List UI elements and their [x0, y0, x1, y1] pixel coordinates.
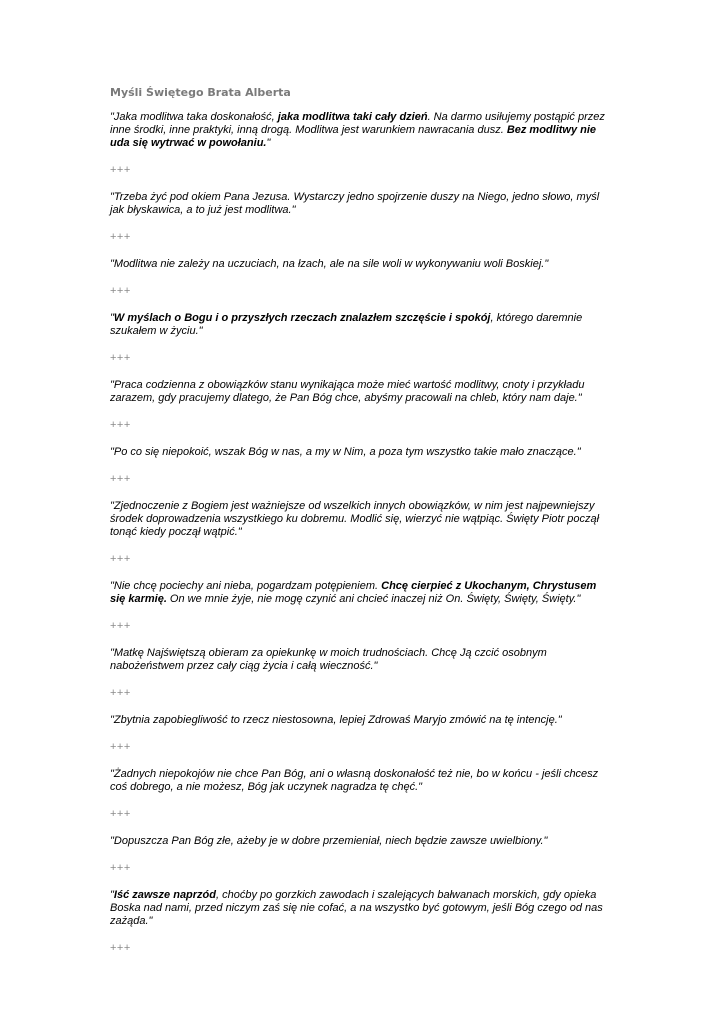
quote-text: "Żadnych niepokojów nie chce Pan Bóg, ani o własną doskonałość też nie, bo w końcu - jeśli chcesz coś dobrego, a nie możesz, Bóg jak uczynek nagradza tę chęć." [110, 768, 599, 793]
quote-paragraph [110, 379, 610, 405]
quote-paragraph [110, 714, 610, 727]
quote-paragraph [110, 647, 610, 673]
separator: +++ [110, 687, 131, 699]
quote-paragraph [110, 768, 610, 794]
document-page [110, 86, 610, 969]
quote-bold-text: Bez modlitwy nie uda się wytrwać w powołaniu. [110, 124, 597, 149]
quote-text: "Dopuszcza Pan Bóg złe, ażeby je w dobre przemieniał, niech będzie zawsze uwielbiony." [110, 835, 548, 847]
quote-paragraph [110, 258, 610, 271]
quote-paragraph [110, 312, 610, 338]
quote-text: On we mnie żyje, nie mogę czynić ani chcieć inaczej niż On. Święty, Święty, Święty." [166, 593, 581, 605]
quote-text: "Modlitwa nie zależy na uczuciach, na łzach, ale na sile woli w wykonywaniu woli Boskiej." [110, 258, 549, 270]
quote-paragraph [110, 580, 610, 606]
quote-paragraph [110, 446, 610, 459]
separator: +++ [110, 741, 131, 753]
quote-text: "Zbytnia zapobiegliwość to rzecz niestosowna, lepiej Zdrowaś Maryjo zmówić na tę intencję." [110, 714, 562, 726]
quote-text: "Praca codzienna z obowiązków stanu wynikająca może mieć wartość modlitwy, cnoty i przykładu zarazem, gdy pracujemy dlatego, że Pan Bóg chce, abyśmy pracowali na chleb, który nam daje." [110, 379, 585, 404]
quote-bold-text: Iść zawsze naprzód [113, 889, 216, 901]
quote-text: " [110, 312, 114, 324]
quote-bold-text: jaka modlitwa taki cały dzień [277, 111, 428, 123]
quote-text: " [266, 137, 271, 149]
quote-text: "Po co się niepokoić, wszak Bóg w nas, a my w Nim, a poza tym wszystko takie mało znaczące." [110, 446, 581, 458]
separator: +++ [110, 553, 131, 565]
separator: +++ [110, 620, 131, 632]
quote-paragraph [110, 835, 610, 848]
quote-paragraph [110, 111, 610, 150]
separator: +++ [110, 862, 131, 874]
quote-paragraph [110, 191, 610, 217]
quote-bold-text: Chcę cierpieć z Ukochanym, Chrystusem się karmię. [110, 580, 597, 605]
separator: +++ [110, 285, 131, 297]
quote-text: " [110, 889, 114, 901]
quote-paragraph [110, 500, 610, 539]
separator: +++ [110, 231, 131, 243]
separator: +++ [110, 352, 131, 364]
quotes-list [110, 111, 610, 955]
separator: +++ [110, 808, 131, 820]
separator: +++ [110, 419, 131, 431]
quote-text: "Trzeba żyć pod okiem Pana Jezusa. Wystarczy jedno spojrzenie duszy na Niego, jedno słowo, myśl jak błyskawica, a to już jest modlitwa." [110, 191, 600, 216]
separator: +++ [110, 942, 131, 954]
quote-bold-text: W myślach o Bogu i o przyszłych rzeczach znalazłem szczęście i spokój [113, 312, 491, 324]
separator: +++ [110, 473, 131, 485]
quote-text: "Matkę Najświętszą obieram za opiekunkę w moich trudnościach. Chcę Ją czcić osobnym nabożeństwem przez cały ciąg życia i całą wieczność." [110, 647, 547, 672]
quote-text: , którego daremnie szukałem w życiu." [110, 312, 583, 337]
quote-text: . Na darmo usiłujemy postąpić przez inne środki, inne praktyki, inną drogą. Modlitwa jest warunkiem nawracania dusz. [110, 111, 605, 136]
quote-text: "Nie chcę pociechy ani nieba, pogardzam potępieniem. [110, 580, 382, 592]
separator: +++ [110, 164, 131, 176]
quote-text: "Jaka modlitwa taka doskonałość, [110, 111, 278, 123]
quote-text: , choćby po gorzkich zawodach i szalejących bałwanach morskich, gdy opieka Boska nad nami, przed niczym zaś się nie cofać, a na wszystko być gotowym, jeśli Bóg czego od nas zażąda." [110, 889, 603, 927]
quote-text: "Zjednoczenie z Bogiem jest ważniejsze od wszelkich innych obowiązków, w nim jest najpewniejszy środek doprowadzenia wszystkiego ku dobremu. Modlić się, wierzyć nie wątpiąc. Święty Piotr począł tonąć kiedy począł wątpić." [110, 500, 600, 538]
document-title: Myśli Świętego Brata Alberta [110, 86, 291, 99]
quote-paragraph [110, 889, 610, 928]
